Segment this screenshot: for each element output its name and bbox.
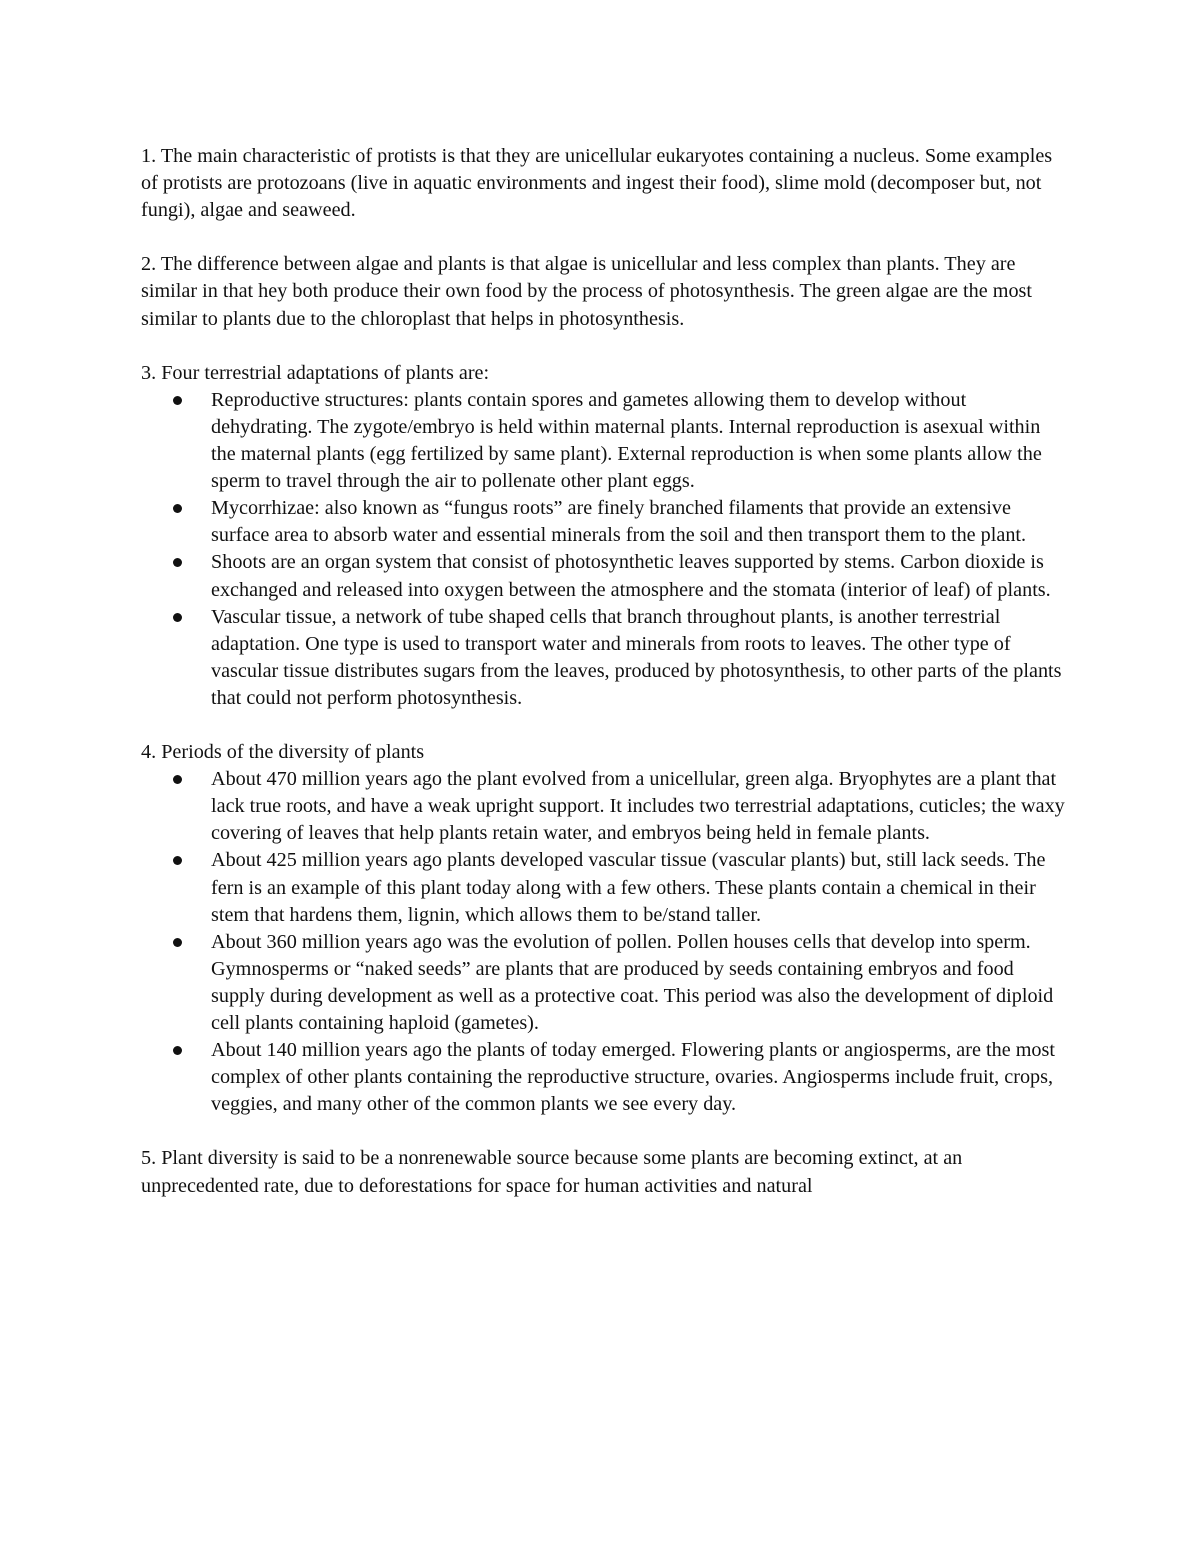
answer-4-lead: 4. Periods of the diversity of plants: [141, 741, 425, 764]
list-item: [141, 549, 1066, 603]
bullet-icon: [173, 613, 182, 622]
bullet-icon: [173, 775, 182, 784]
answer-1: 1. The main characteristic of protists is that they are unicellular eukaryotes containing a nucleus. Some examples of protists are protozoans (live in aquatic environments and ingest their food), slime mold (decomposer but, not fungi), algae and seaweed.: [141, 145, 1053, 222]
list-item-text: About 425 million years ago plants developed vascular tissue (vascular plants) but, still lack seeds. The fern is an example of this plant today along with a few others. These plants contain a chemical in their stem that hardens them, lignin, which allows them to be/stand taller.: [211, 849, 1046, 926]
answer-3-lead: 3. Four terrestrial adaptations of plants are:: [141, 361, 490, 384]
bullet-icon: [173, 558, 182, 567]
bullet-icon: [173, 504, 182, 513]
answer-3: [141, 360, 1066, 712]
bullet-icon: [173, 1046, 182, 1055]
bullet-icon: [173, 938, 182, 947]
answer-3-list: [141, 387, 1066, 712]
answer-4-list: [141, 766, 1066, 1118]
answer-2: 2. The difference between algae and plants is that algae is unicellular and less complex than plants. They are similar in that hey both produce their own food by the process of photosynthesis. The green algae are the most similar to plants due to the chloroplast that helps in photosynthesis.: [141, 253, 1033, 330]
list-item-text: Shoots are an organ system that consist of photosynthetic leaves supported by stems. Carbon dioxide is exchanged and released into oxygen between the atmosphere and the stomata (interior of leaf) of plants.: [211, 551, 1051, 601]
list-item-text: Mycorrhizae: also known as “fungus roots” are finely branched filaments that provide an extensive surface area to absorb water and essential minerals from the soil and then transport them to the plant.: [211, 497, 1027, 547]
list-item-text: Reproductive structures: plants contain spores and gametes allowing them to develop without dehydrating. The zygote/embryo is held within maternal plants. Internal reproduction is asexual within the maternal plants (egg fertilized by same plant). External reproduction is when some plants allow the sperm to travel through the air to pollenate other plant eggs.: [211, 388, 1042, 493]
list-item: [141, 495, 1066, 549]
list-item: [141, 1037, 1066, 1118]
list-item: [141, 929, 1066, 1037]
list-item: [141, 604, 1066, 712]
list-item-text: About 140 million years ago the plants of today emerged. Flowering plants or angiosperms, are the most complex of other plants containing the reproductive structure, ovaries. Angiosperms include fruit, crops, veggies, and many other of the common plants we see every day.: [211, 1039, 1055, 1116]
list-item: [141, 847, 1066, 928]
list-item: [141, 766, 1066, 847]
document-page: [141, 143, 1066, 1200]
list-item-text: Vascular tissue, a network of tube shaped cells that branch throughout plants, is another terrestrial adaptation. One type is used to transport water and minerals from roots to leaves. The other type of vascular tissue distributes sugars from the leaves, produced by photosynthesis, to other parts of the plants that could not perform photosynthesis.: [211, 605, 1062, 709]
list-item-text: About 360 million years ago was the evolution of pollen. Pollen houses cells that develop into sperm. Gymnosperms or “naked seeds” are plants that are produced by seeds containing embryos and food supply during development as well as a protective coat. This period was also the development of diploid cell plants containing haploid (gametes).: [211, 930, 1054, 1034]
list-item: [141, 387, 1066, 495]
answer-4: [141, 739, 1066, 1118]
list-item-text: About 470 million years ago the plant evolved from a unicellular, green alga. Bryophytes are a plant that lack true roots, and have a weak upright support. It includes two terrestrial adaptations, cuticles; the waxy covering of leaves that help plants retain water, and embryos being held in female plants.: [211, 768, 1065, 845]
bullet-icon: [173, 856, 182, 865]
bullet-icon: [173, 396, 182, 405]
answer-5: 5. Plant diversity is said to be a nonrenewable source because some plants are becoming extinct, at an unprecedented rate, due to deforestations for space for human activities and natural: [141, 1147, 963, 1197]
